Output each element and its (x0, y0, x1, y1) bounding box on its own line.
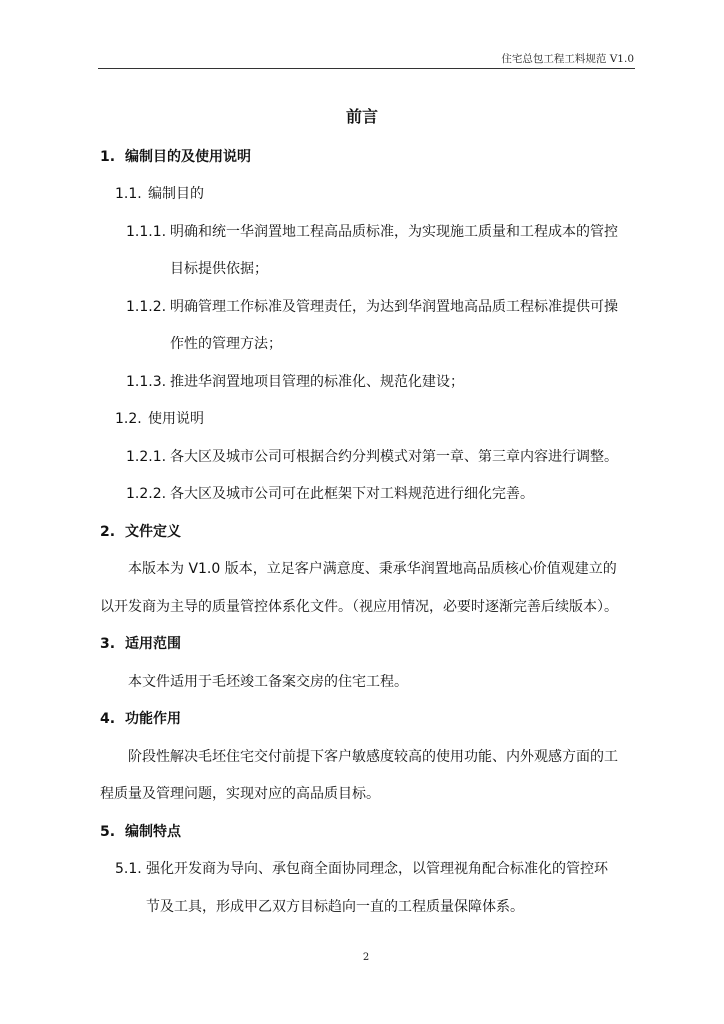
running-header: 住宅总包工程工料规范 V1.0 (501, 53, 634, 65)
item-1-1-1-cont: 目标提供依据； (170, 261, 268, 277)
item-1-2-2: 1.2.2. 各大区及城市公司可在此框架下对工料规范进行细化完善。 (126, 486, 534, 502)
item-1-1-1: 1.1.1. 明确和统一华润置地工程高品质标准，为实现施工质量和工程成本的管控 (126, 224, 618, 240)
section-3-paragraph: 本文件适用于毛坯竣工备案交房的住宅工程。 (128, 674, 408, 690)
section-heading-3: 3. 适用范围 (100, 636, 181, 652)
section-heading-5: 5. 编制特点 (100, 824, 181, 840)
subsection-heading-1-2: 1.2. 使用说明 (115, 411, 204, 427)
item-1-1-3: 1.1.3. 推进华润置地项目管理的标准化、规范化建设； (126, 374, 464, 390)
section-heading-4: 4. 功能作用 (100, 711, 181, 727)
item-5-1: 5.1. 强化开发商为导向、承包商全面协同理念，以管理视角配合标准化的管控环 (115, 861, 608, 877)
section-2-paragraph-line-1: 本版本为 V1.0 版本，立足客户满意度、秉承华润置地高品质核心价值观建立的 (128, 561, 617, 577)
item-1-2-1: 1.2.1. 各大区及城市公司可根据合约分判模式对第一章、第三章内容进行调整。 (126, 449, 618, 465)
section-heading-1: 1. 编制目的及使用说明 (100, 149, 251, 165)
item-1-1-2: 1.1.2. 明确管理工作标准及管理责任，为达到华润置地高品质工程标准提供可操 (126, 299, 618, 315)
subsection-heading-1-1: 1.1. 编制目的 (115, 186, 204, 202)
section-heading-2: 2. 文件定义 (100, 524, 181, 540)
item-1-1-2-cont: 作性的管理方法； (170, 336, 282, 352)
item-5-1-cont: 节及工具，形成甲乙双方目标趋向一直的工程质量保障体系。 (146, 899, 524, 915)
page-title: 前言 (345, 107, 378, 126)
page-number: 2 (362, 952, 370, 963)
section-2-paragraph-line-2: 以开发商为主导的质量管控体系化文件。（视应用情况，必要时逐渐完善后续版本）。 (100, 599, 618, 615)
section-4-paragraph-line-1: 阶段性解决毛坯住宅交付前提下客户敏感度较高的使用功能、内外观感方面的工 (128, 749, 618, 765)
header-rule (98, 68, 635, 69)
section-4-paragraph-line-2: 程质量及管理问题，实现对应的高品质目标。 (100, 786, 380, 802)
